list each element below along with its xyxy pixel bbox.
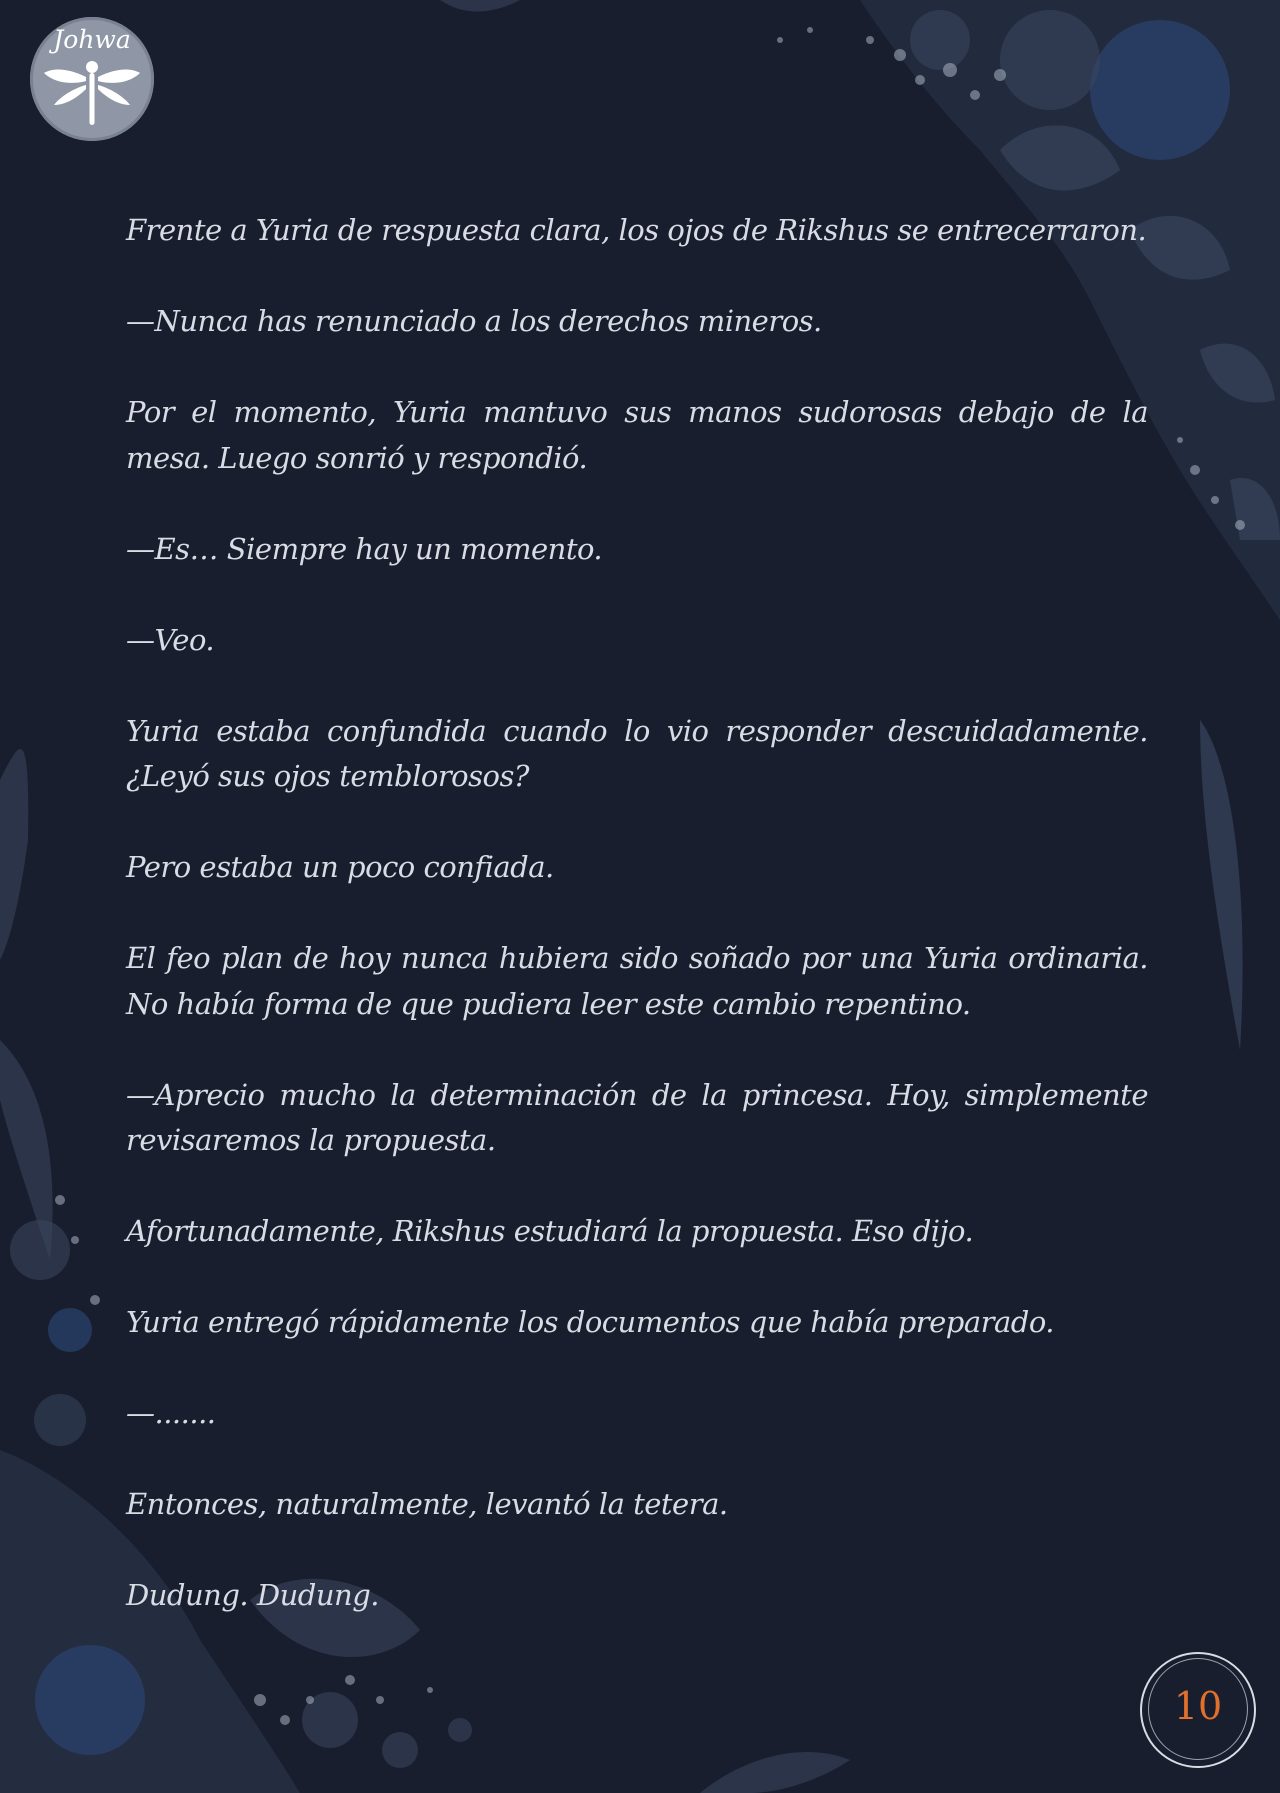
paragraph: Dudung. Dudung.: [126, 1578, 379, 1612]
story-text: [126, 208, 1148, 1619]
paragraph: —Aprecio mucho la determinación de la princesa. Hoy, simplemente revisaremos la propuesta.: [126, 1077, 1148, 1157]
paragraph: —.......: [126, 1396, 216, 1430]
page-number-badge: [1140, 1652, 1256, 1768]
paragraph: El feo plan de hoy nunca hubiera sido soñado por una Yuria ordinaria. No había forma de que pudiera leer este cambio repentino.: [126, 941, 1148, 1021]
paragraph: Pero estaba un poco confiada.: [126, 850, 554, 884]
paragraph: Afortunadamente, Rikshus estudiará la propuesta. Eso dijo.: [126, 1214, 974, 1248]
brand-logo: [30, 17, 154, 141]
paragraph: —Nunca has renunciado a los derechos mineros.: [126, 304, 822, 338]
paragraph: Por el momento, Yuria mantuvo sus manos sudorosas debajo de la mesa. Luego sonrió y respondió.: [126, 395, 1148, 475]
paragraph: —Veo.: [126, 622, 215, 657]
brand-logo-text: Johwa: [53, 25, 131, 54]
paragraph: Frente a Yuria de respuesta clara, los ojos de Rikshus se entrecerraron.: [126, 213, 1147, 247]
page-number: 10: [1173, 1684, 1223, 1728]
dragonfly-icon: [30, 17, 154, 141]
paragraph: Yuria estaba confundida cuando lo vio responder descuidadamente. ¿Leyó sus ojos temblorosos?: [126, 713, 1148, 793]
paragraph: —Es… Siempre hay un momento.: [126, 531, 603, 566]
paragraph: Entonces, naturalmente, levantó la tetera.: [126, 1487, 728, 1521]
paragraph: Yuria entregó rápidamente los documentos que había preparado.: [126, 1305, 1055, 1339]
